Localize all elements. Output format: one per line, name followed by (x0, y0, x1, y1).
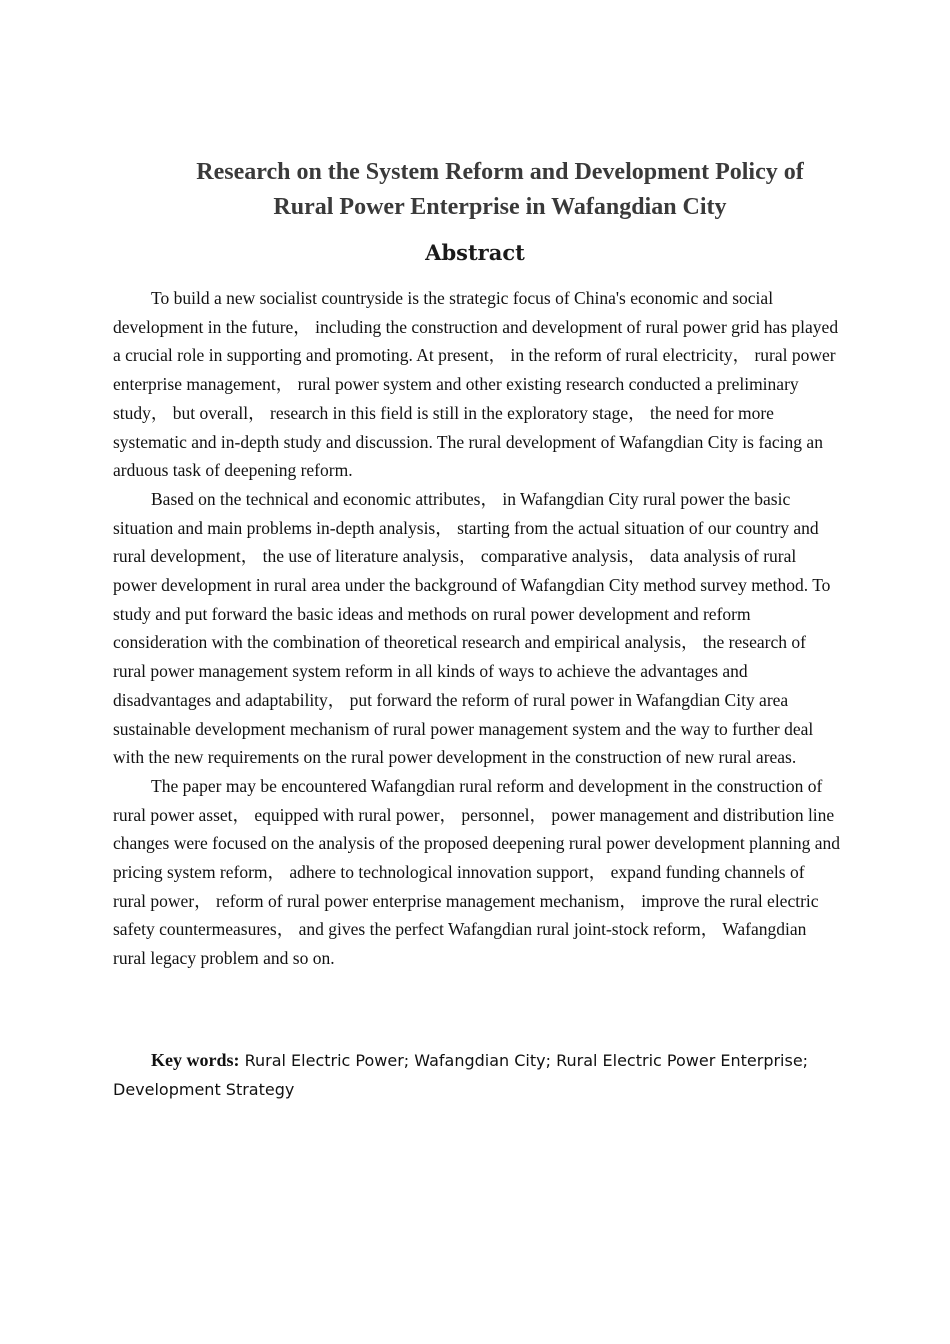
keywords-text: Rural Electric Power; Wafangdian City; Rural Electric Power Enterprise; Development Strategy (113, 1051, 809, 1099)
keywords (113, 1046, 841, 1104)
abstract-body (113, 284, 841, 973)
abstract-paragraph-3: The paper may be encountered Wafangdian rural reform and development in the construction of rural power asset， equipped with rural power， personnel， power management and distribution line changes were focused on the analysis of the proposed deepening rural power development planning and pricing system reform， adhere to technological innovation support， expand funding channels of rural power， reform of rural power enterprise management mechanism， improve the rural electric safety countermeasures， and gives the perfect Wafangdian rural joint-stock reform， Wafangdian rural legacy problem and so on. (113, 775, 840, 969)
abstract-paragraph-2: Based on the technical and economic attributes， in Wafangdian City rural power the basic situation and main problems in-depth analysis， starting from the actual situation of our country and rural development， the use of literature analysis， comparative analysis， data analysis of rural power development in rural area under the background of Wafangdian City method survey method. To study and put forward the basic ideas and methods on rural power development and reform consideration with the combination of theoretical research and empirical analysis， the research of rural power management system reform in all kinds of ways to achieve the advantages and disadvantages and adaptability， put forward the reform of rural power in Wafangdian City area sustainable development mechanism of rural power management system and the way to further deal with the new requirements on the rural power development in the construction of new rural areas. (113, 488, 831, 768)
abstract-paragraph-1: To build a new socialist countryside is the strategic focus of China's economic and social development in the future， including the construction and development of rural power grid has played a crucial role in supporting and promoting. At present， in the reform of rural electricity， rural power enterprise management， rural power system and other existing research conducted a preliminary study， but overall， research in this field is still in the exploratory stage， the need for more systematic and in-depth study and discussion. The rural development of Wafangdian City is facing an arduous task of deepening reform. (113, 288, 839, 481)
abstract-heading: Abstract (425, 240, 525, 265)
paper-title-line-1: Research on the System Reform and Development Policy of (196, 159, 804, 185)
paper-title-line-2: Rural Power Enterprise in Wafangdian City (273, 194, 727, 220)
paper-title (140, 155, 860, 225)
keywords-label: Key words: (151, 1050, 240, 1070)
